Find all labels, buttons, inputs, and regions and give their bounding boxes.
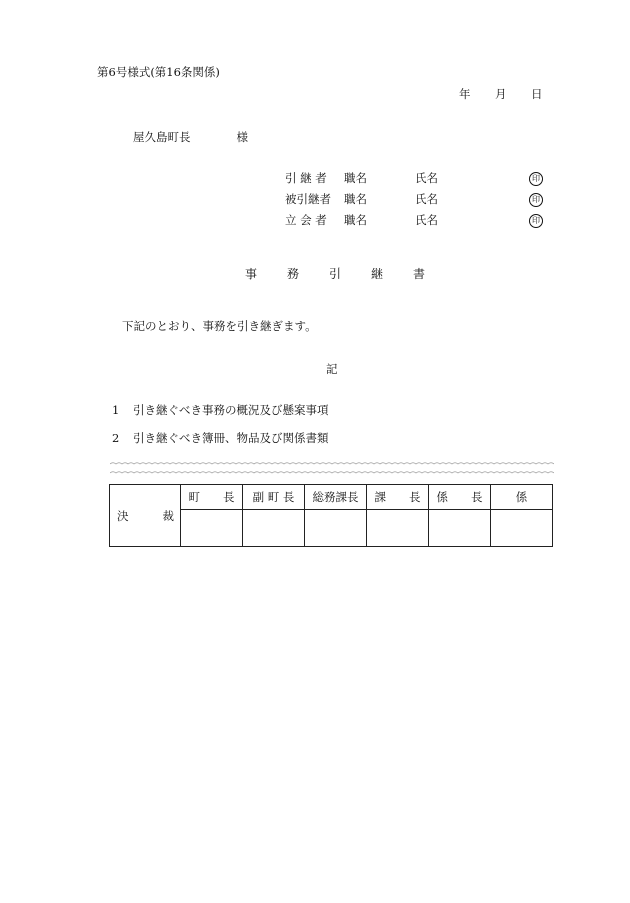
wavy-line-upper (110, 463, 554, 464)
title-char: 事 (245, 267, 258, 281)
title-char: 務 (286, 267, 299, 281)
party-row-hi-hikitsugisha (285, 194, 545, 215)
approval-header-general-affairs-chief: 総務課長 (305, 485, 367, 510)
approval-seal-cell (367, 510, 429, 547)
title-char: 継 (370, 267, 383, 281)
seal-icon: 印 (529, 172, 543, 186)
seal-icon: 印 (529, 214, 543, 228)
seal-icon: 印 (529, 193, 543, 207)
approval-seal-cell (491, 510, 553, 547)
approval-header-mayor: 町 長 (181, 485, 243, 510)
party-name-label: 氏名 (415, 213, 438, 227)
document-title (245, 268, 425, 280)
form-number: 第6号様式(第16条関係) (97, 65, 220, 79)
approval-label-char: 裁 (162, 508, 174, 523)
item-text: 引き継ぐべき事務の概況及び懸案事項 (133, 403, 329, 417)
addressee-name: 屋久島町長 (133, 130, 191, 144)
parties-block (285, 173, 545, 236)
approval-header-section-chief: 課 長 (367, 485, 429, 510)
title-char: 書 (412, 267, 425, 281)
approval-header-deputy-mayor: 副 町 長 (243, 485, 305, 510)
date-year: 年 (459, 87, 471, 101)
approval-label-char: 決 (117, 508, 129, 523)
date-day: 日 (531, 87, 543, 101)
party-name-label: 氏名 (415, 192, 438, 206)
party-role: 引 継 者 (285, 171, 327, 185)
approval-seal-cell (305, 510, 367, 547)
party-role: 被引継者 (285, 192, 331, 206)
title-char: 引 (328, 267, 341, 281)
party-name-label: 氏名 (415, 171, 438, 185)
list-item (112, 405, 329, 417)
party-job-label: 職名 (344, 213, 367, 227)
party-job-label: 職名 (344, 171, 367, 185)
intro-text: 下記のとおり、事務を引き継ぎます。 (122, 319, 317, 333)
list-item (112, 433, 329, 445)
ki-heading: 記 (326, 362, 338, 376)
approval-header-subsection-chief: 係 長 (429, 485, 491, 510)
approval-header-staff: 係 (491, 485, 553, 510)
item-number: 2 (112, 431, 120, 445)
wavy-line-lower (110, 472, 554, 473)
approval-label-cell (110, 485, 181, 547)
party-row-tachiaisha (285, 215, 545, 236)
approval-table (109, 484, 553, 547)
approval-seal-cell (429, 510, 491, 547)
party-row-hikitsugisha (285, 173, 545, 194)
approval-seal-cell (181, 510, 243, 547)
item-number: 1 (112, 403, 120, 417)
party-job-label: 職名 (344, 192, 367, 206)
omission-wavy-lines (110, 458, 554, 478)
item-text: 引き継ぐべき簿冊、物品及び関係書類 (133, 431, 329, 445)
date-line (459, 89, 543, 101)
approval-seal-cell (243, 510, 305, 547)
date-month: 月 (495, 87, 507, 101)
party-role: 立 会 者 (285, 213, 327, 227)
addressee (133, 132, 248, 144)
addressee-honorific: 様 (236, 130, 248, 144)
